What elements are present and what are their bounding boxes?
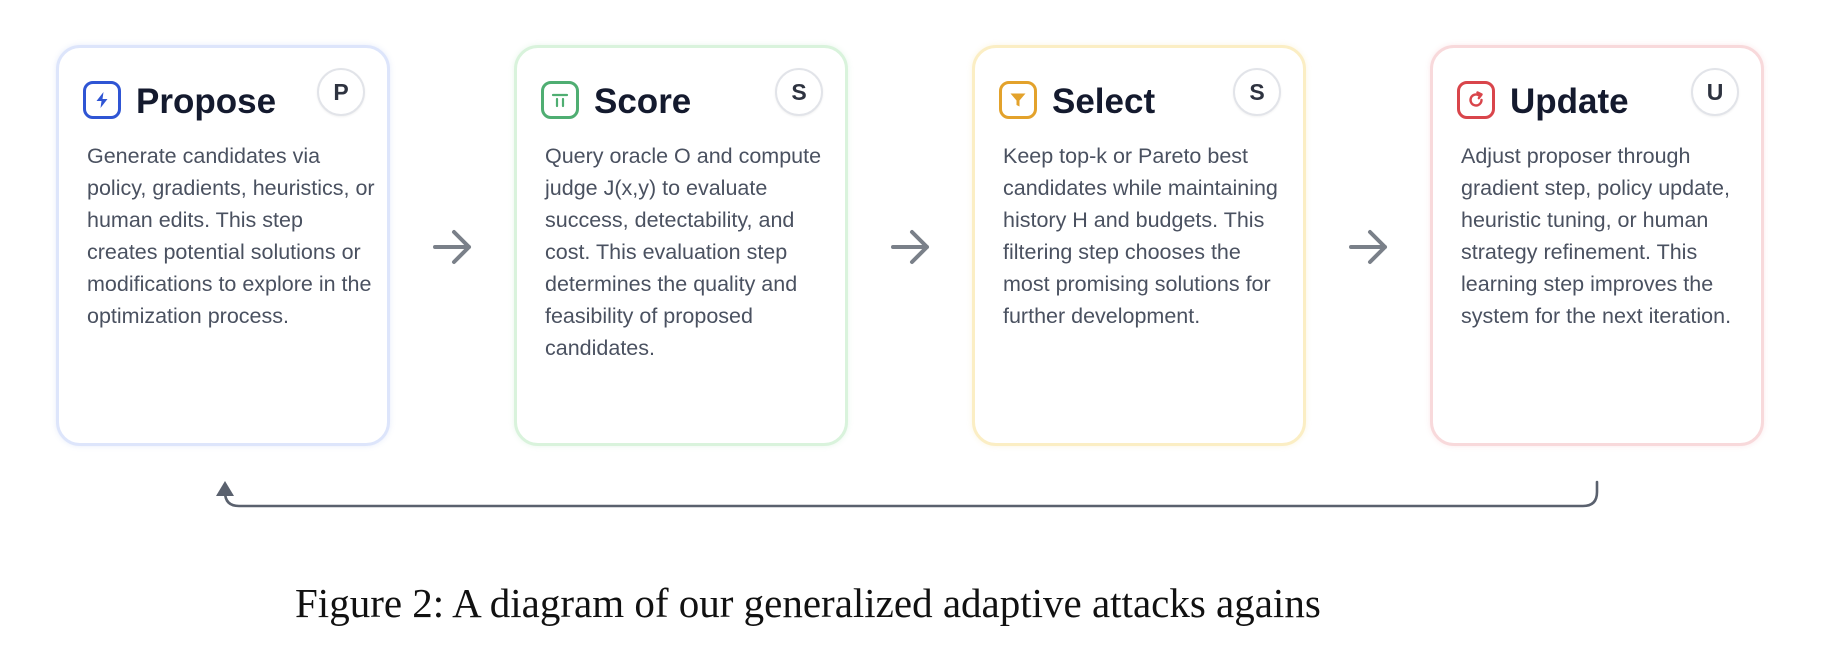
step-title: Select [1052, 82, 1156, 121]
figure-caption: Figure 2: A diagram of our generalized adaptive attacks agains [295, 580, 1321, 626]
step-title: Score [594, 82, 692, 121]
step-badge: S [1233, 68, 1281, 116]
step-description: Adjust proposer through gradient step, policy update, heuristic tuning, or human strategy refinement. This learning step improves the system for the next iteration. [1461, 144, 1732, 328]
step-description: Keep top-k or Pareto best candidates while maintaining history H and budgets. This filtering step chooses the most promising solutions for further development. [1003, 144, 1278, 328]
step-badge: S [775, 68, 823, 116]
step-description: Query oracle O and compute judge J(x,y) to evaluate success, detectability, and cost. This evaluation step determines the quality and feasibility of proposed candidates. [545, 144, 822, 360]
step-description: Generate candidates via policy, gradients, heuristics, or human edits. This step creates potential solutions or modifications to explore in the optimization process. [87, 144, 375, 328]
step-title: Update [1510, 82, 1629, 121]
step-badge: P [317, 68, 365, 116]
step-title: Propose [136, 82, 277, 121]
step-badge: U [1691, 68, 1739, 116]
